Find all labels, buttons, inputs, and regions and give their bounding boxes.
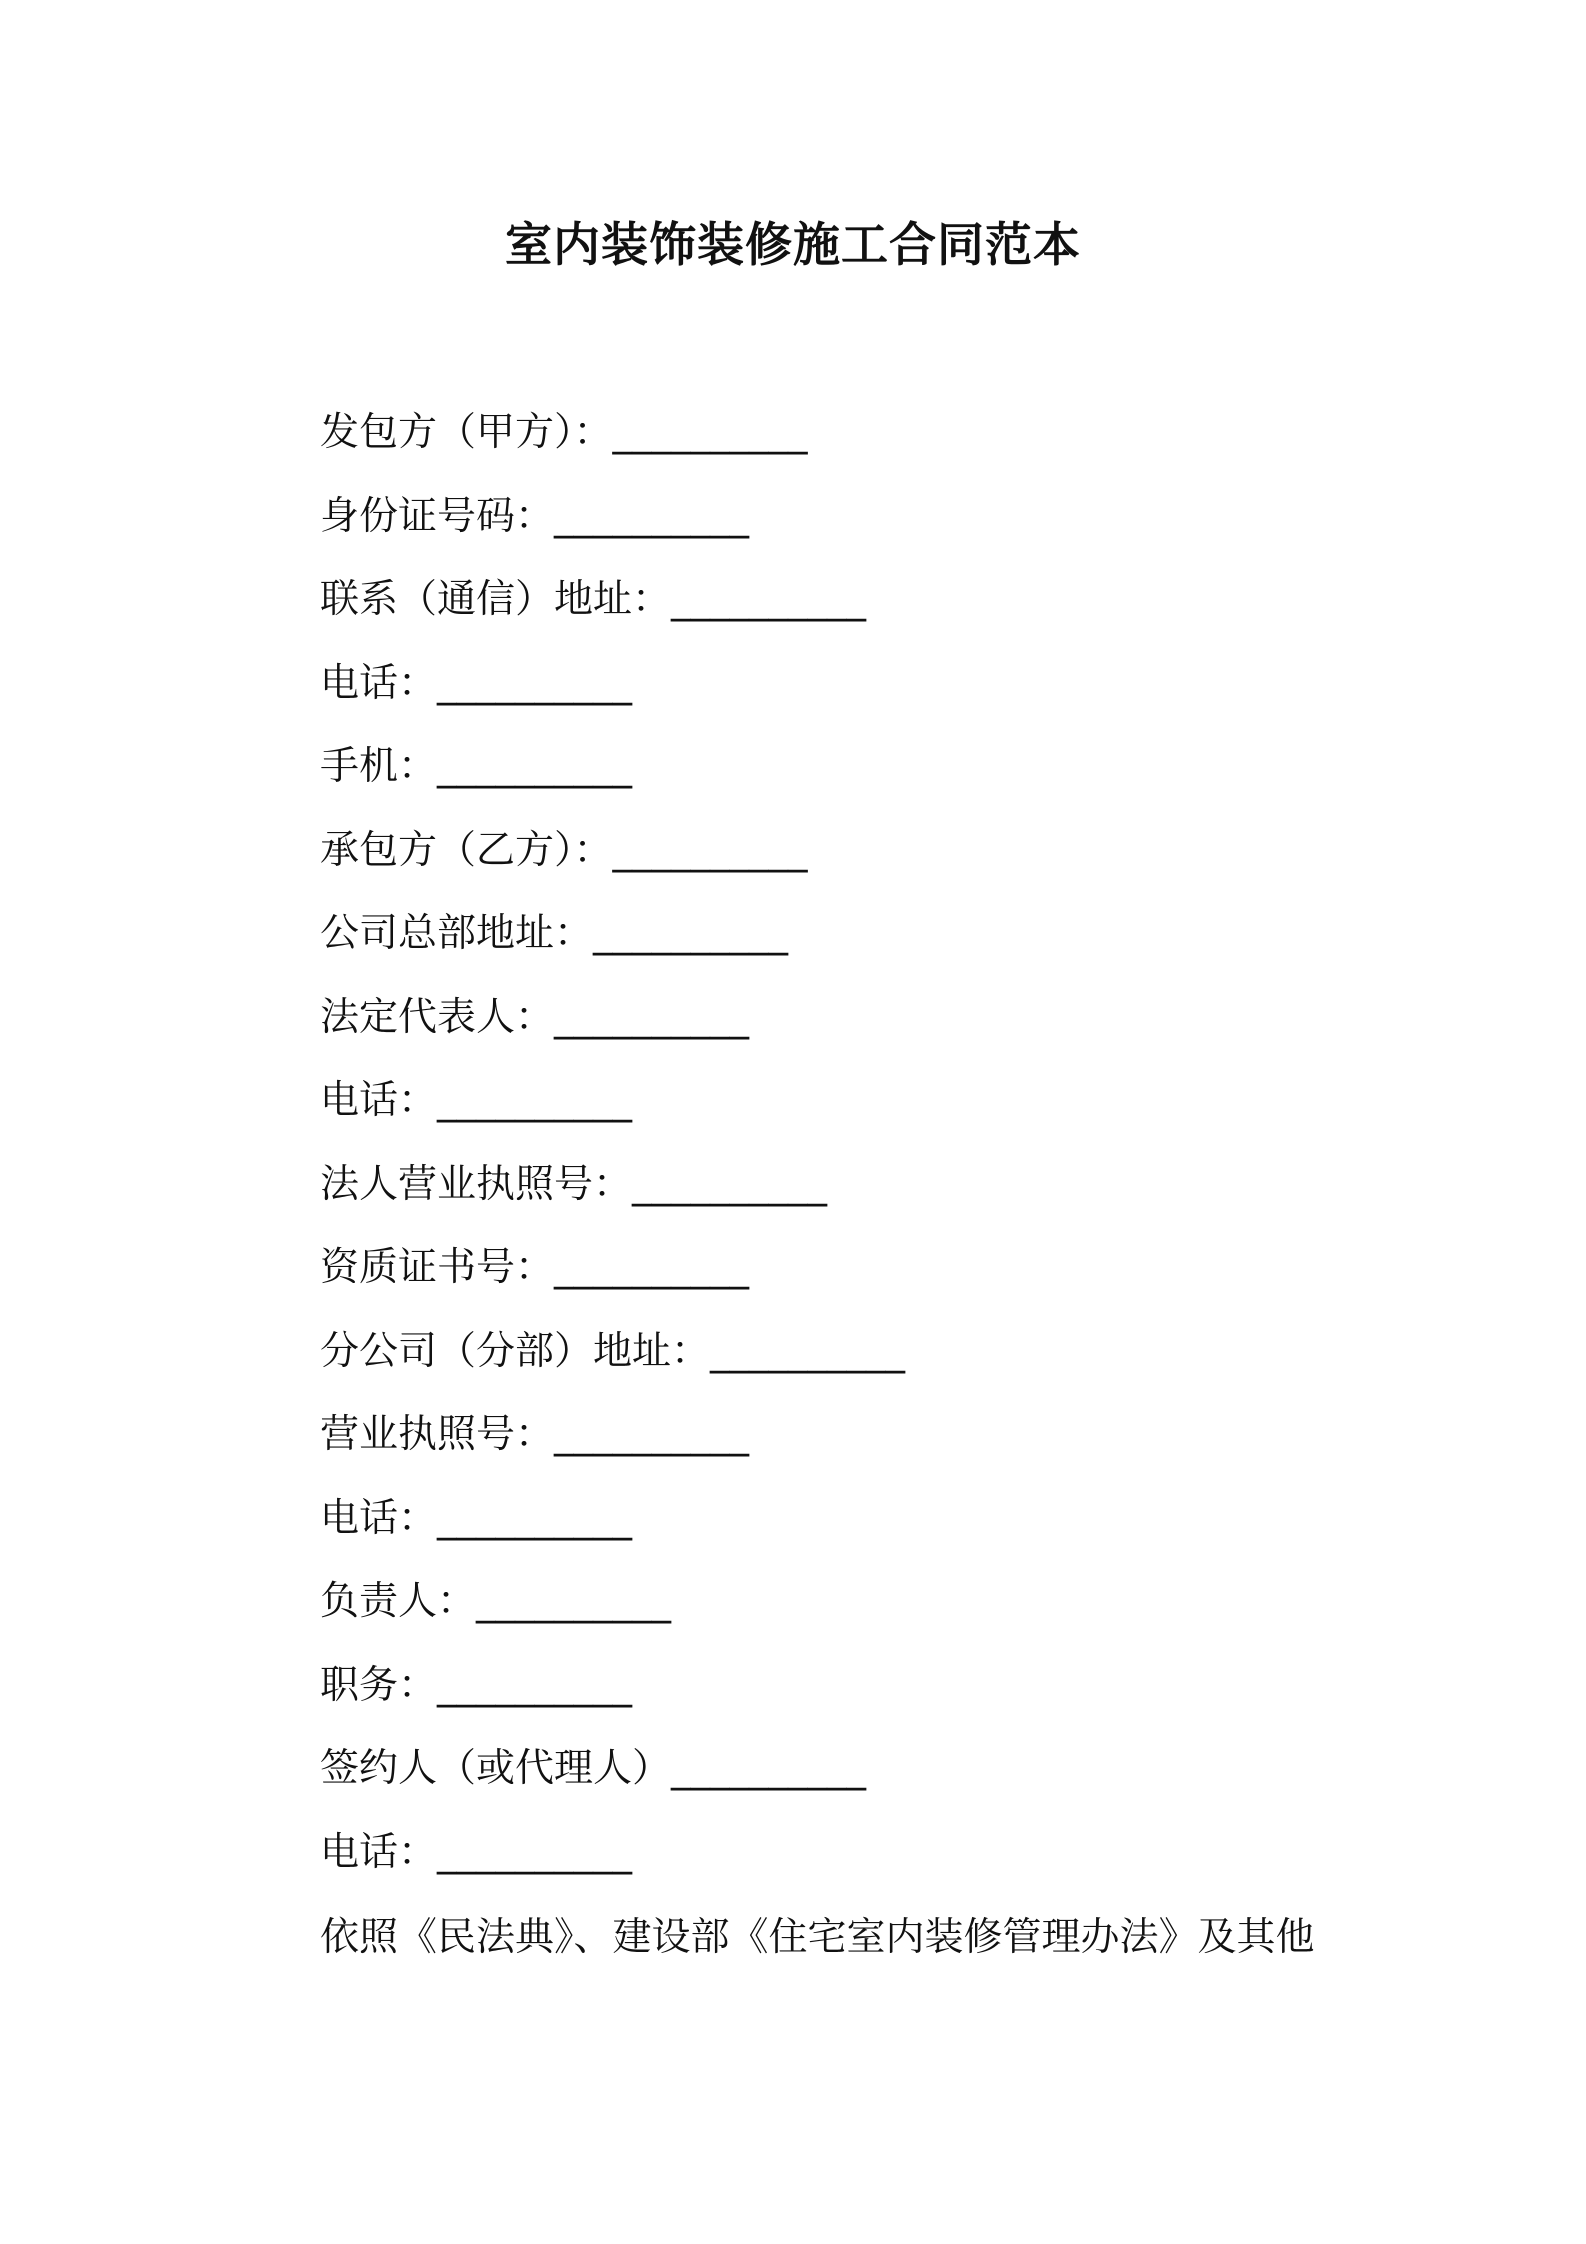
field-mobile: 手机：__________	[320, 744, 633, 789]
field-branch-address: 分公司（分部）地址：__________	[320, 1328, 906, 1374]
field-headquarters-address: 公司总部地址：__________	[320, 911, 789, 956]
field-business-license: 营业执照号：__________	[320, 1412, 750, 1457]
field-person-in-charge: 负责人：__________	[320, 1579, 672, 1624]
field-phone-b: 电话：__________	[320, 1078, 633, 1123]
field-party-a: 发包方（甲方）：__________	[320, 410, 808, 455]
document-title: 室内装饰装修施工合同范本	[505, 218, 1081, 273]
field-id-number: 身份证号码：__________	[320, 493, 750, 539]
field-phone-a: 电话：__________	[320, 660, 633, 706]
contract-body-text: 依照《民法典》、建设部《住宅室内装修管理办法》及其他	[320, 1915, 1315, 1960]
party-info-fields	[320, 403, 1480, 1906]
field-phone-signatory: 电话：__________	[320, 1829, 633, 1875]
field-legal-representative: 法定代表人：__________	[320, 994, 750, 1040]
field-phone-branch: 电话：__________	[320, 1495, 633, 1541]
field-signatory: 签约人（或代理人）__________	[320, 1746, 867, 1791]
field-contact-address: 联系（通信）地址：__________	[320, 577, 867, 622]
field-position: 职务：__________	[320, 1662, 633, 1708]
field-qualification-certificate: 资质证书号：__________	[320, 1245, 750, 1290]
field-business-license-legal: 法人营业执照号：__________	[320, 1161, 828, 1207]
field-party-b: 承包方（乙方）：__________	[320, 827, 808, 873]
